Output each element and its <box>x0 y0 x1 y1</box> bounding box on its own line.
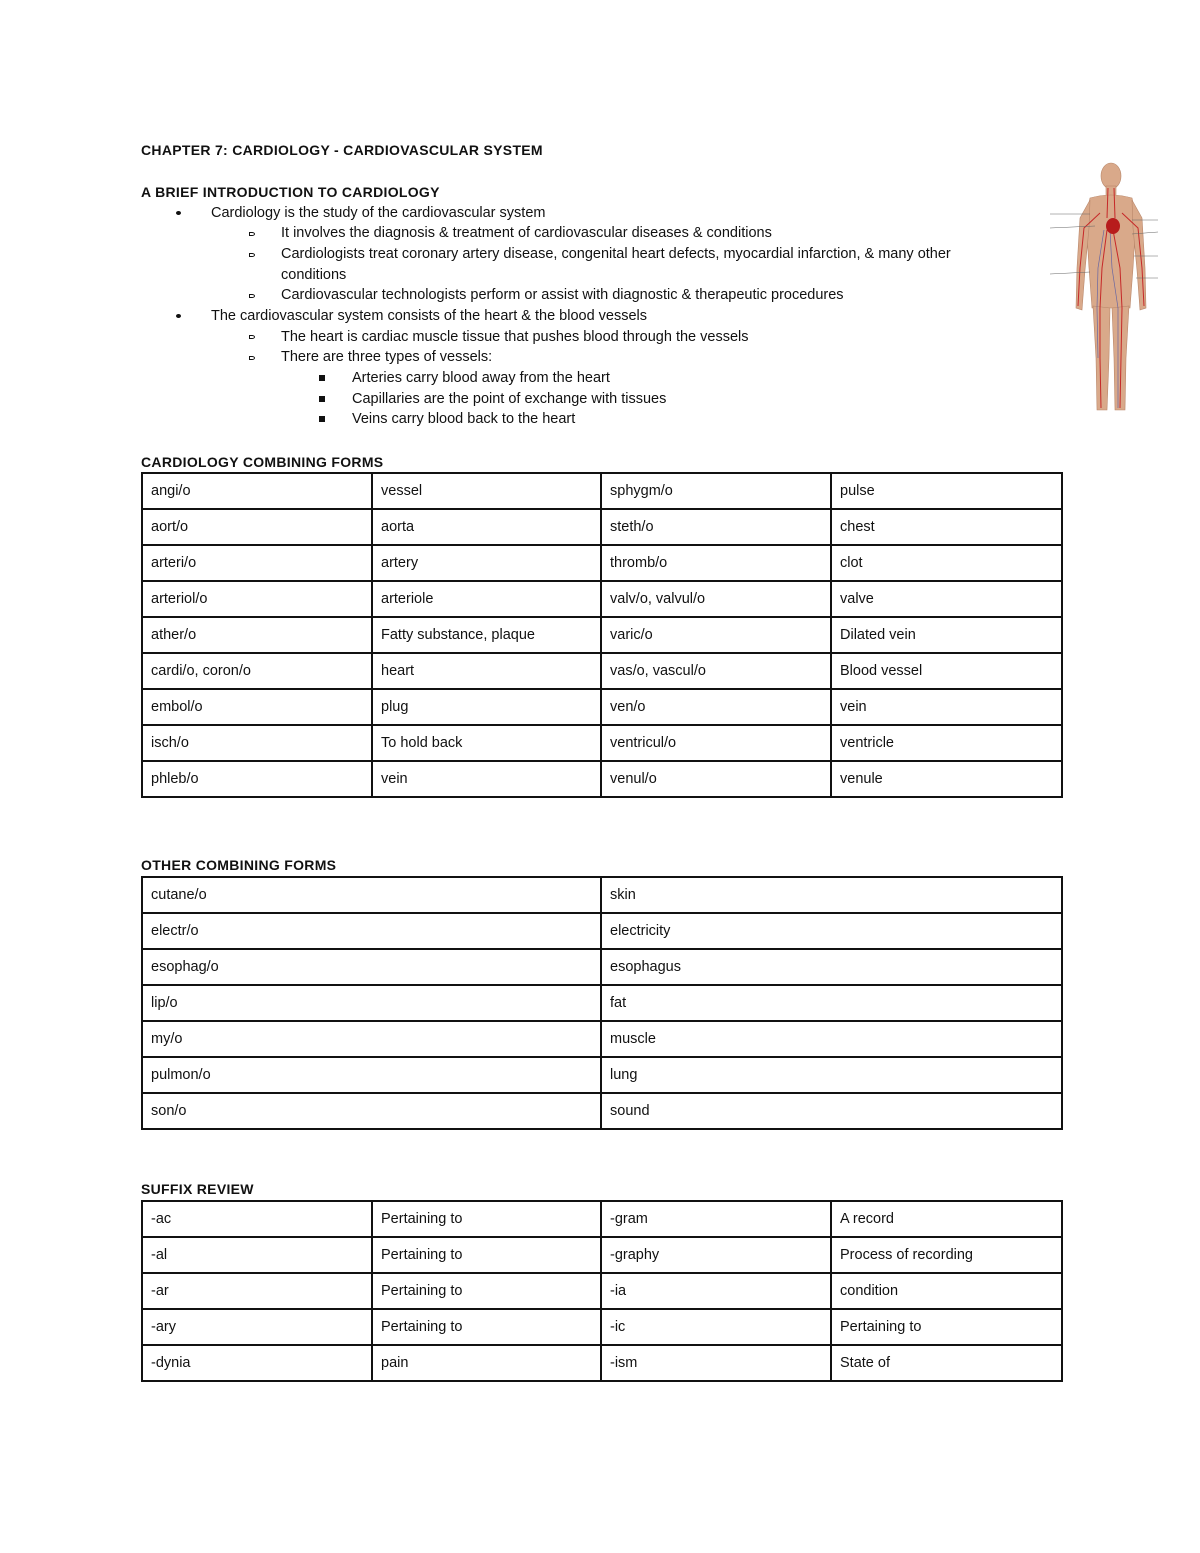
bullet-icon <box>249 253 255 257</box>
intro-heading: A BRIEF INTRODUCTION TO CARDIOLOGY <box>141 184 440 200</box>
other-forms-table <box>141 876 1063 1130</box>
meaning-cell: heart <box>372 653 601 689</box>
term-cell: phleb/o <box>142 761 372 797</box>
list-item: Cardiology is the study of the cardiovascular system <box>211 205 546 221</box>
list-item: Veins carry blood back to the heart <box>352 411 576 427</box>
term-cell: steth/o <box>601 509 831 545</box>
term-cell: -ism <box>601 1345 831 1381</box>
term-cell: ven/o <box>601 689 831 725</box>
list-item: Cardiologists treat coronary artery disease, congenital heart defects, myocardial infarction, & many other <box>281 246 951 262</box>
cardiology-forms-heading: CARDIOLOGY COMBINING FORMS <box>141 454 384 470</box>
table-row <box>142 689 1062 725</box>
term-cell: cutane/o <box>142 877 601 913</box>
term-cell: venul/o <box>601 761 831 797</box>
term-cell: vas/o, vascul/o <box>601 653 831 689</box>
meaning-cell: Pertaining to <box>372 1273 601 1309</box>
meaning-cell: ventricle <box>831 725 1062 761</box>
table-row <box>142 473 1062 509</box>
table-row <box>142 1237 1062 1273</box>
meaning-cell: plug <box>372 689 601 725</box>
term-cell: sphygm/o <box>601 473 831 509</box>
term-cell: valv/o, valvul/o <box>601 581 831 617</box>
bullet-icon <box>249 232 255 236</box>
suffix-review-table <box>141 1200 1063 1382</box>
meaning-cell: Blood vessel <box>831 653 1062 689</box>
meaning-cell: Dilated vein <box>831 617 1062 653</box>
meaning-cell: condition <box>831 1273 1062 1309</box>
meaning-cell: Pertaining to <box>372 1237 601 1273</box>
cardiology-forms-table <box>141 472 1063 798</box>
circulatory-system-figure <box>1040 158 1162 420</box>
table-row <box>142 725 1062 761</box>
term-cell: angi/o <box>142 473 372 509</box>
table-row <box>142 653 1062 689</box>
term-cell: -ary <box>142 1309 372 1345</box>
list-item: Arteries carry blood away from the heart <box>352 370 610 386</box>
term-cell: ventricul/o <box>601 725 831 761</box>
meaning-cell: vein <box>831 689 1062 725</box>
table-row <box>142 1273 1062 1309</box>
meaning-cell: vein <box>372 761 601 797</box>
term-cell: arteri/o <box>142 545 372 581</box>
meaning-cell: Pertaining to <box>372 1201 601 1237</box>
term-cell: esophag/o <box>142 949 601 985</box>
table-row <box>142 1093 1062 1129</box>
meaning-cell: Pertaining to <box>372 1309 601 1345</box>
meaning-cell: sound <box>601 1093 1062 1129</box>
bullet-icon <box>319 375 325 381</box>
table-row <box>142 1201 1062 1237</box>
table-row <box>142 581 1062 617</box>
table-row <box>142 1021 1062 1057</box>
list-item: The cardiovascular system consists of the heart & the blood vessels <box>211 308 648 324</box>
chapter-title: CHAPTER 7: CARDIOLOGY - CARDIOVASCULAR SYSTEM <box>141 142 543 158</box>
table-row <box>142 985 1062 1021</box>
other-forms-heading: OTHER COMBINING FORMS <box>141 857 337 873</box>
bullet-icon <box>249 294 255 298</box>
meaning-cell: venule <box>831 761 1062 797</box>
term-cell: -al <box>142 1237 372 1273</box>
list-item: Capillaries are the point of exchange with tissues <box>352 391 667 407</box>
meaning-cell: aorta <box>372 509 601 545</box>
meaning-cell: State of <box>831 1345 1062 1381</box>
bullet-icon <box>319 416 325 422</box>
term-cell: cardi/o, coron/o <box>142 653 372 689</box>
meaning-cell: clot <box>831 545 1062 581</box>
term-cell: arteriol/o <box>142 581 372 617</box>
meaning-cell: pulse <box>831 473 1062 509</box>
list-item: It involves the diagnosis & treatment of cardiovascular diseases & conditions <box>281 225 772 241</box>
table-row <box>142 1309 1062 1345</box>
meaning-cell: pain <box>372 1345 601 1381</box>
term-cell: ather/o <box>142 617 372 653</box>
meaning-cell: A record <box>831 1201 1062 1237</box>
list-item-continuation: conditions <box>281 267 347 283</box>
table-row <box>142 1345 1062 1381</box>
list-item: There are three types of vessels: <box>281 349 493 365</box>
term-cell: isch/o <box>142 725 372 761</box>
table-row <box>142 877 1062 913</box>
table-row <box>142 509 1062 545</box>
meaning-cell: arteriole <box>372 581 601 617</box>
table-row <box>142 761 1062 797</box>
meaning-cell: Process of recording <box>831 1237 1062 1273</box>
bullet-icon <box>319 396 325 402</box>
meaning-cell: Pertaining to <box>831 1309 1062 1345</box>
term-cell: varic/o <box>601 617 831 653</box>
meaning-cell: chest <box>831 509 1062 545</box>
table-row <box>142 1057 1062 1093</box>
meaning-cell: vessel <box>372 473 601 509</box>
meaning-cell: muscle <box>601 1021 1062 1057</box>
term-cell: -dynia <box>142 1345 372 1381</box>
list-item: The heart is cardiac muscle tissue that pushes blood through the vessels <box>281 329 749 345</box>
bullet-icon <box>176 211 181 215</box>
table-row <box>142 545 1062 581</box>
term-cell: thromb/o <box>601 545 831 581</box>
meaning-cell: fat <box>601 985 1062 1021</box>
bullet-icon <box>249 335 255 339</box>
meaning-cell: valve <box>831 581 1062 617</box>
term-cell: -ic <box>601 1309 831 1345</box>
suffix-review-heading: SUFFIX REVIEW <box>141 1181 254 1197</box>
term-cell: -ia <box>601 1273 831 1309</box>
list-item: Cardiovascular technologists perform or assist with diagnostic & therapeutic procedures <box>281 287 844 303</box>
meaning-cell: Fatty substance, plaque <box>372 617 601 653</box>
term-cell: aort/o <box>142 509 372 545</box>
term-cell: son/o <box>142 1093 601 1129</box>
bullet-icon <box>176 314 181 318</box>
term-cell: electr/o <box>142 913 601 949</box>
meaning-cell: skin <box>601 877 1062 913</box>
table-row <box>142 949 1062 985</box>
term-cell: -ac <box>142 1201 372 1237</box>
meaning-cell: To hold back <box>372 725 601 761</box>
term-cell: embol/o <box>142 689 372 725</box>
meaning-cell: esophagus <box>601 949 1062 985</box>
bullet-icon <box>249 356 255 360</box>
term-cell: lip/o <box>142 985 601 1021</box>
meaning-cell: lung <box>601 1057 1062 1093</box>
term-cell: -graphy <box>601 1237 831 1273</box>
meaning-cell: electricity <box>601 913 1062 949</box>
term-cell: -ar <box>142 1273 372 1309</box>
table-row <box>142 913 1062 949</box>
table-row <box>142 617 1062 653</box>
meaning-cell: artery <box>372 545 601 581</box>
term-cell: pulmon/o <box>142 1057 601 1093</box>
term-cell: -gram <box>601 1201 831 1237</box>
term-cell: my/o <box>142 1021 601 1057</box>
